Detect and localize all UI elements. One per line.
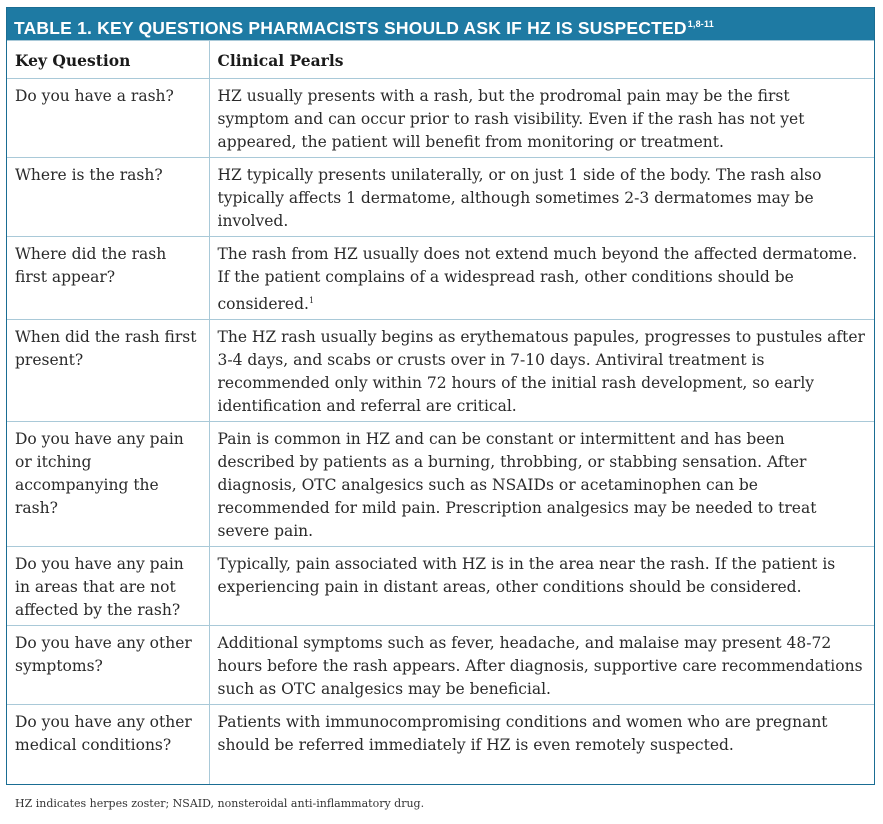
pearl-cell: Pain is common in HZ and can be constant or intermittent and has been described by patients as a burning, throbbing, or stabbing sensation. After diagnosis, OTC analgesics such as NSAIDs or acetaminophen can be recommended for mild pain. Prescription analgesics may be needed to treat severe pain. — [209, 422, 874, 547]
table-frame — [6, 7, 875, 785]
header-key-question: Key Question — [7, 41, 209, 79]
question-cell: Where did the rash first appear? — [7, 237, 209, 320]
table-row — [7, 422, 874, 547]
pearl-ref: 1 — [308, 296, 315, 305]
header-clinical-pearls: Clinical Pearls — [209, 41, 874, 79]
pearl-cell: HZ typically presents unilaterally, or on just 1 side of the body. The rash also typically affects 1 dermatome, although sometimes 2-3 dermatomes may be involved. — [209, 158, 874, 237]
key-questions-table — [7, 40, 874, 784]
question-cell: When did the rash first present? — [7, 320, 209, 422]
table-row — [7, 79, 874, 158]
table-row — [7, 320, 874, 422]
pearl-cell: Patients with immunocompromising conditions and women who are pregnant should be referred immediately if HZ is even remotely suspected. — [209, 705, 874, 784]
table-header-row — [7, 41, 874, 79]
pearl-cell: The HZ rash usually begins as erythematous papules, progresses to pustules after 3-4 days, and scabs or crusts over in 7-10 days. Antiviral treatment is recommended only within 72 hours of the initial rash development, so early identification and referral are critical. — [209, 320, 874, 422]
pearl-text: The rash from HZ usually does not extend much beyond the affected dermatome. If the patient complains of a widespread rash, other conditions should be considered. — [217, 245, 858, 313]
table-row — [7, 237, 874, 320]
question-cell: Where is the rash? — [7, 158, 209, 237]
table-title — [7, 8, 874, 40]
table-row — [7, 705, 874, 784]
question-cell: Do you have any pain in areas that are not affected by the rash? — [7, 547, 209, 626]
table-footnote: HZ indicates herpes zoster; NSAID, nonsteroidal anti-inflammatory drug. — [15, 797, 425, 810]
pearl-cell: Typically, pain associated with HZ is in the area near the rash. If the patient is experiencing pain in distant areas, other conditions should be considered. — [209, 547, 874, 626]
table-title-text: TABLE 1. KEY QUESTIONS PHARMACISTS SHOULD ASK IF HZ IS SUSPECTED — [14, 18, 687, 38]
table-row — [7, 158, 874, 237]
table-row — [7, 547, 874, 626]
pearl-cell — [209, 237, 874, 320]
table-title-refs: 1,8-11 — [687, 19, 714, 29]
question-cell: Do you have any pain or itching accompanying the rash? — [7, 422, 209, 547]
pearl-cell: Additional symptoms such as fever, headache, and malaise may present 48-72 hours before the rash appears. After diagnosis, supportive care recommendations such as OTC analgesics may be beneficial. — [209, 626, 874, 705]
table-row — [7, 626, 874, 705]
pearl-cell: HZ usually presents with a rash, but the prodromal pain may be the first symptom and can occur prior to rash visibility. Even if the rash has not yet appeared, the patient will benefit from monitoring or treatment. — [209, 79, 874, 158]
question-cell: Do you have a rash? — [7, 79, 209, 158]
question-cell: Do you have any other medical conditions? — [7, 705, 209, 784]
question-cell: Do you have any other symptoms? — [7, 626, 209, 705]
